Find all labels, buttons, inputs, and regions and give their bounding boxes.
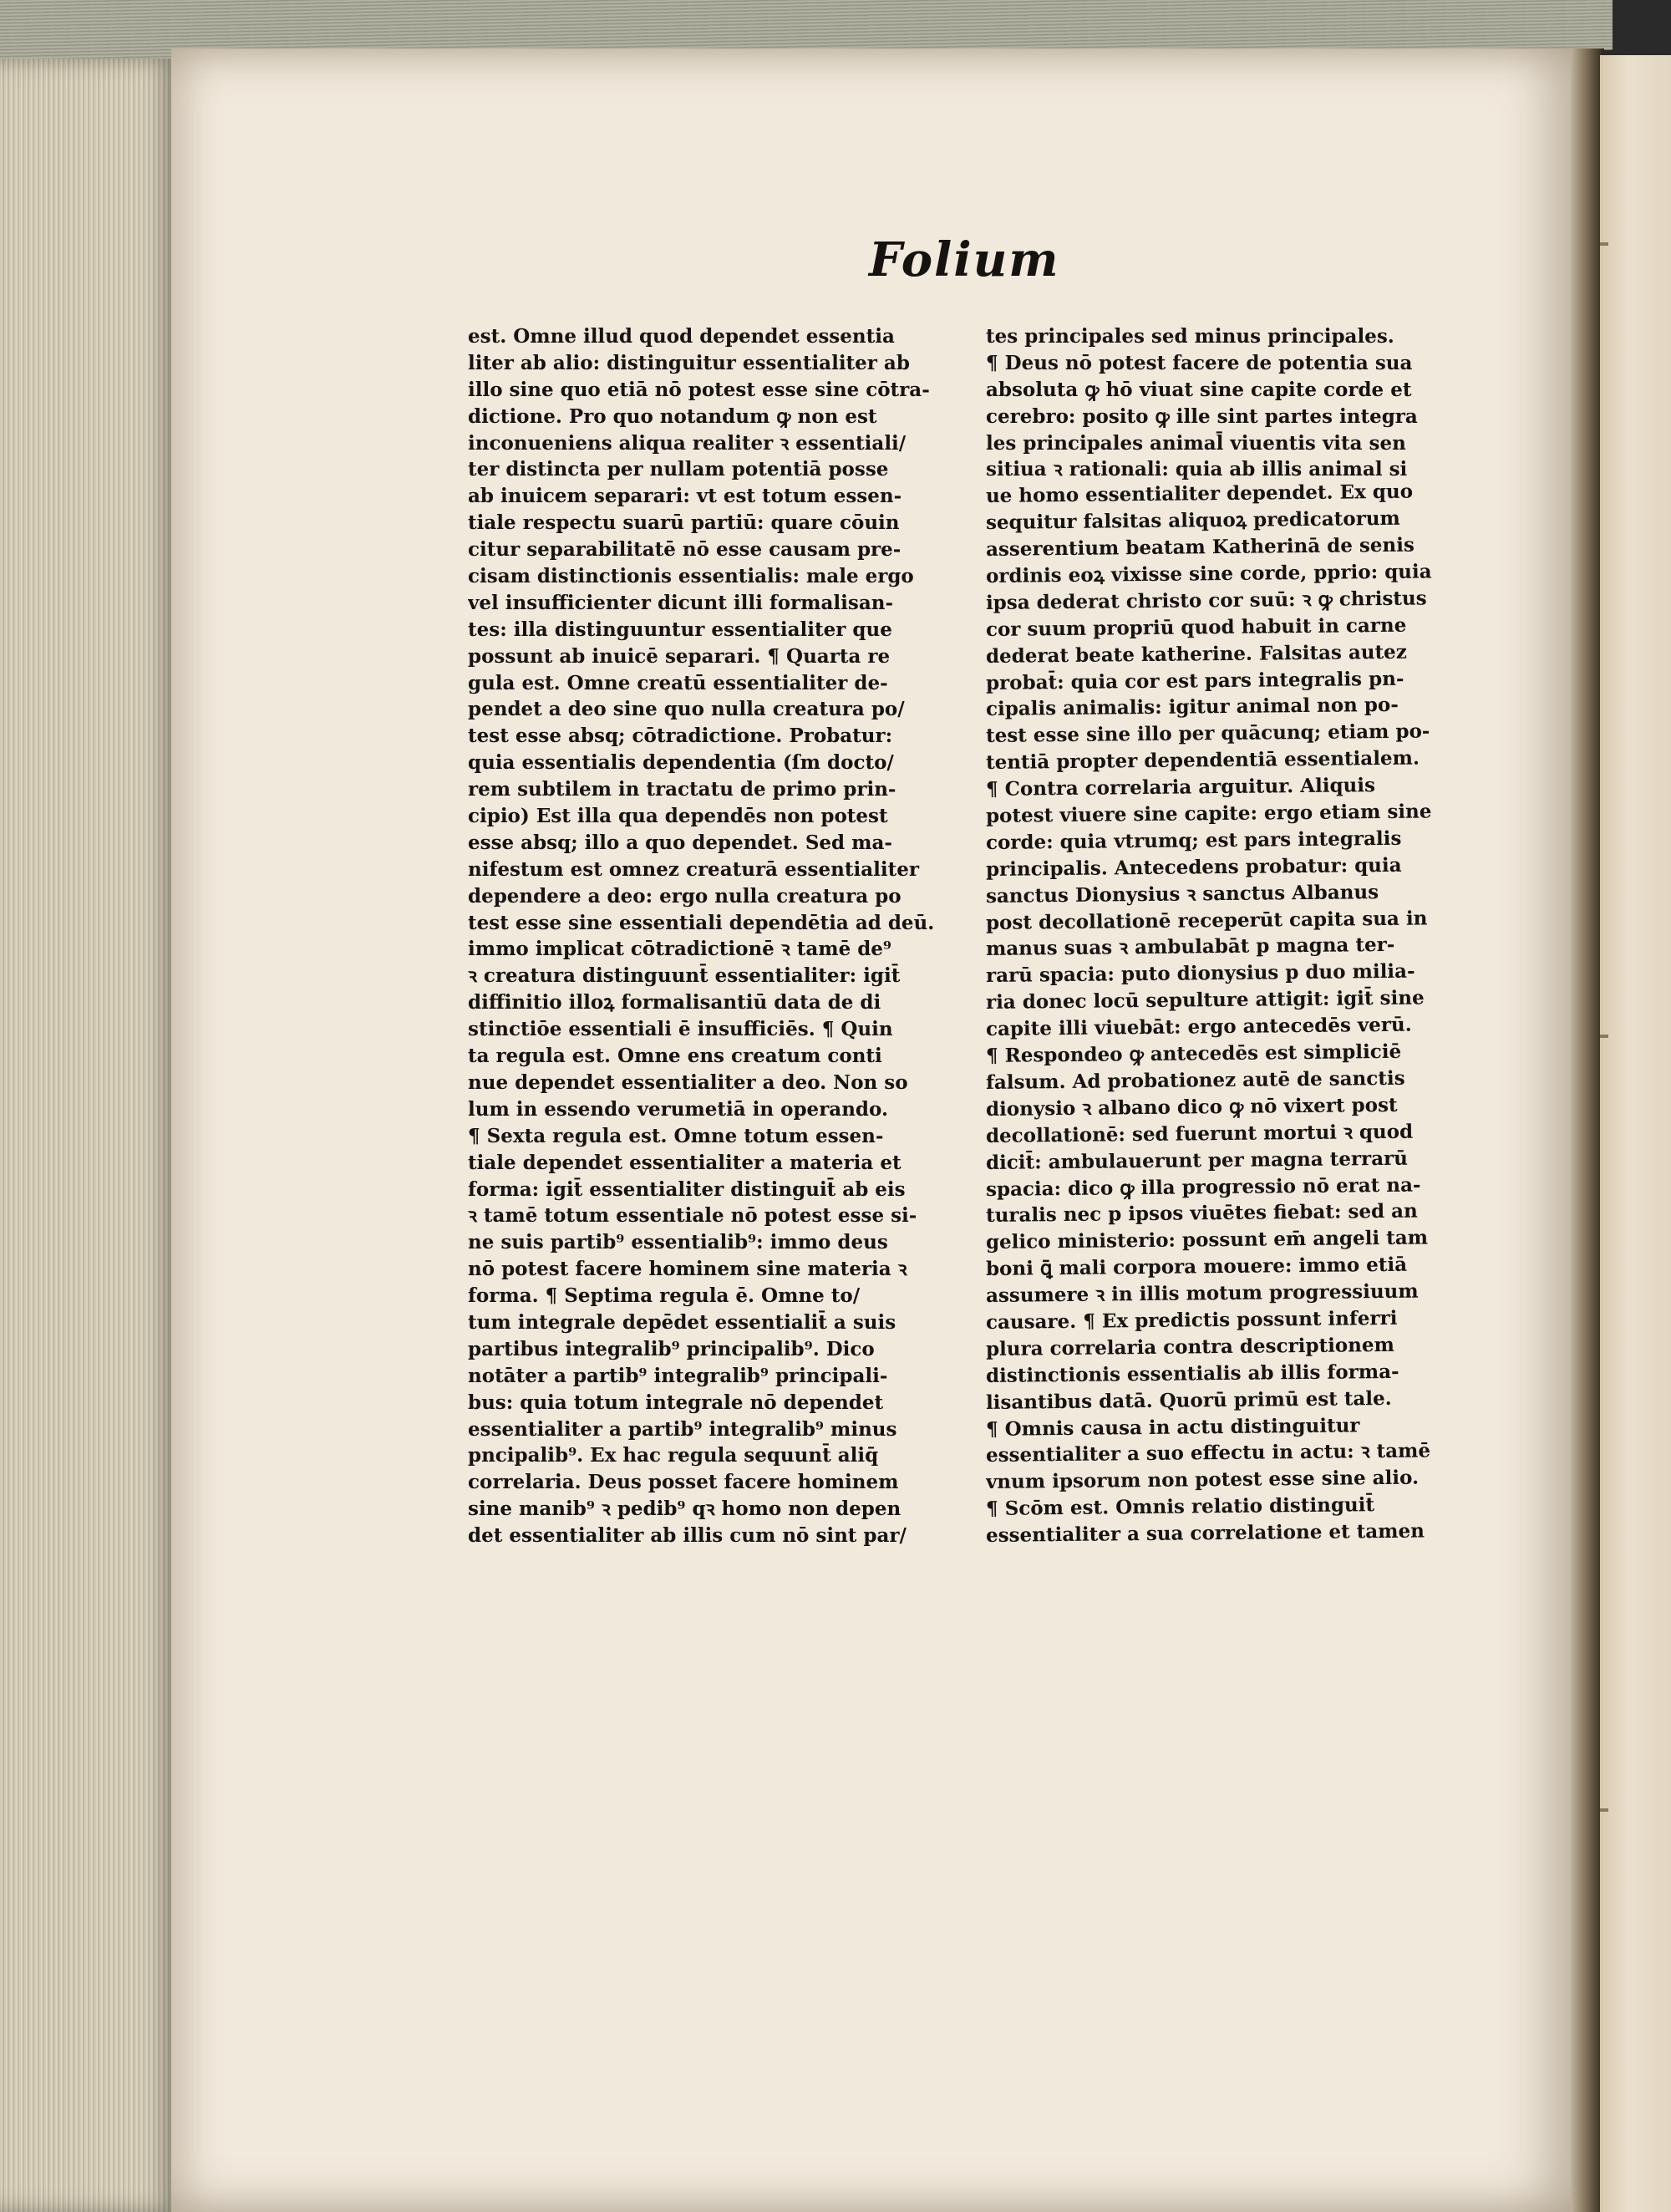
text-line: sequitur falsitas aliquoꝝ predicatorum (985, 507, 1400, 535)
text-line: correlaria. Deus posset facere hominem (468, 1471, 899, 1494)
text-line: possunt ab inuicē separari. ¶ Quarta re (468, 644, 891, 668)
text-line: vel insufficienter dicunt illi formalisan- (468, 591, 894, 614)
text-line: tentiā propter dependentiā essentialem. (985, 746, 1420, 775)
text-line: principalis. Antecedens probatur: quia (985, 853, 1402, 881)
text-line: forma: igit̄ essentialiter distinguit̄ ab eis (468, 1177, 906, 1201)
text-line: plura correlaria contra descriptionem (985, 1333, 1395, 1360)
text-line: ab inuicem separari: vt est totum essen- (468, 485, 902, 508)
text-line: tes principales sed minus principales. (986, 325, 1394, 348)
text-line: essentialiter a suo effectu in actu: ꝛ tamē (985, 1439, 1431, 1467)
text-line: corde: quia vtrumq; est pars integralis (985, 826, 1402, 854)
facing-page-mark (1600, 1035, 1608, 1038)
text-line: assumere ꝛ in illis motum progressiuum (985, 1279, 1419, 1308)
text-line: dictione. Pro quo notandum ꝙ non est (468, 404, 877, 428)
text-line: ꝛ tamē totum essentiale nō potest esse si- (468, 1204, 917, 1228)
text-line: ue homo essentialiter dependet. Ex quo (985, 480, 1414, 508)
text-line: nue dependet essentialiter a deo. Non so (468, 1070, 908, 1094)
text-line: notāter a partib⁹ integralib⁹ principali- (468, 1364, 888, 1387)
text-line: distinctionis essentialis ab illis forma- (985, 1360, 1399, 1387)
text-line: quia essentialis dependentia (ſm docto/ (468, 751, 894, 775)
text-line: ¶ Scōm est. Omnis relatio distinguit̄ (985, 1493, 1375, 1521)
text-line: test esse sine essentiali dependētia ad deū. (468, 911, 935, 934)
text-line: potest viuere sine capite: ergo etiam sine (985, 800, 1432, 828)
text-line: inconueniens aliqua realiter ꝛ essentiali/ (468, 431, 907, 455)
text-line: test esse sine illo per quācunq; etiam po- (985, 720, 1430, 748)
text-line: essentialiter a sua correlatione et tamen (985, 1519, 1425, 1548)
text-line: pendet a deo sine quo nulla creatura po/ (468, 698, 905, 721)
text-line: dependere a deo: ergo nulla creatura po (468, 884, 902, 908)
text-line: ta regula est. Omne ens creatum conti (468, 1045, 882, 1068)
text-line: gula est. Omne creatū essentialiter de- (468, 671, 888, 694)
text-line: tum integrale depēdet essentialit̄ a suis (468, 1310, 896, 1334)
text-line: ꝛ creatura distinguunt̄ essentialiter: igit̄ (468, 964, 901, 988)
text-line: lum in essendo verumetiā in operando. (468, 1097, 888, 1121)
text-line: les principales animal̄ viuentis vita sen (986, 431, 1406, 455)
text-line: dicit̄: ambulauerunt per magna terrarū (985, 1147, 1409, 1174)
text-line: capite illi viuebāt: ergo antecedēs verū. (985, 1013, 1412, 1041)
text-line: tiale respectu suarū partiū: quare cōuin (468, 511, 900, 535)
text-line: ter distincta per nullam potentiā posse (468, 458, 889, 481)
text-line: falsum. Ad probationez autē de sanctis (985, 1066, 1405, 1094)
text-line: post decollationē receperūt capita sua in (985, 907, 1428, 934)
text-line: illo sine quo etiā nō potest esse sine cōtra- (468, 378, 930, 401)
page-headline: Folium (869, 232, 1060, 287)
text-line: tiale dependet essentialiter a materia et (468, 1151, 902, 1174)
facing-page-mark (1600, 1808, 1608, 1812)
text-line: spacia: dico ꝙ illa progressio nō erat na- (985, 1173, 1421, 1201)
text-line: boni ꝗ̄ mali corpora mouere: immo etiā (985, 1253, 1408, 1281)
left-text-column (468, 323, 952, 1549)
text-line: ¶ Respondeo ꝙ antecedēs est simpliciē (985, 1040, 1402, 1068)
text-line: esse absq; illo a quo dependet. Sed ma- (468, 831, 892, 854)
facing-page (1600, 55, 1671, 2212)
facing-page-mark (1600, 242, 1608, 246)
text-line: essentialiter a partib⁹ integralib⁹ minus (468, 1417, 897, 1441)
text-line: rem subtilem in tractatu de primo prin- (468, 778, 896, 801)
text-line: dederat beate katherine. Falsitas autez (985, 640, 1407, 668)
text-line: cipalis animalis: igitur animal non po- (985, 694, 1399, 721)
text-line: ordinis eoꝝ vixisse sine corde, pprio: quia (985, 560, 1432, 588)
text-line: immo implicat cōtradictionē ꝛ tamē de⁹ (468, 938, 892, 961)
text-line: turalis nec p ipsos viuētes fiebat: sed an (985, 1199, 1418, 1228)
text-line: cor suum propriū quod habuit in carne (985, 613, 1407, 641)
text-line: rarū spacia: puto dionysius p duo milia- (985, 959, 1415, 988)
text-line: forma. ¶ Septima regula ē. Omne to/ (468, 1284, 861, 1308)
text-line: dionysio ꝛ albano dico ꝙ nō vixert post (985, 1093, 1398, 1121)
text-line: cipio) Est illa qua dependēs non potest (468, 805, 888, 828)
text-line: ¶ Deus nō potest facere de potentia sua (986, 351, 1413, 374)
text-line: sitiua ꝛ rationali: quia ab illis animal si (986, 458, 1408, 481)
text-line: det essentialiter ab illis cum nō sint par/ (468, 1524, 907, 1548)
text-line: citur separabilitatē nō esse causam pre- (468, 538, 902, 562)
text-line: ipsa dederat christo cor suū: ꝛ ꝙ christus (985, 587, 1427, 614)
text-line: liter ab alio: distinguitur essentialiter ab (468, 351, 910, 374)
gutter (1571, 48, 1604, 2212)
text-line: absoluta ꝙ hō viuat sine capite corde et (986, 378, 1412, 401)
text-line: partibus integralib⁹ principalib⁹. Dico (468, 1337, 875, 1360)
text-line: cisam distinctionis essentialis: male ergo (468, 565, 914, 588)
text-line: ria donec locū sepulture attigit: igit̄ sine (985, 986, 1425, 1014)
text-line: test esse absq; cōtradictione. Probatur: (468, 725, 893, 748)
text-line: lisantibus datā. Quorū primū est tale. (985, 1386, 1392, 1414)
text-line: tes: illa distinguuntur essentialiter que (468, 618, 892, 641)
text-line: probat̄: quia cor est pars integralis pn- (985, 667, 1404, 694)
text-line: ¶ Omnis causa in actu distinguitur (985, 1413, 1360, 1441)
text-line: diffinitio illoꝝ formalisantiū data de di (468, 991, 881, 1014)
text-line: sanctus Dionysius ꝛ sanctus Albanus (985, 880, 1379, 908)
text-line: bus: quia totum integrale nō dependet (468, 1391, 884, 1414)
page-edges-left (0, 58, 180, 2212)
text-line: cerebro: posito ꝙ ille sint partes integra (986, 404, 1418, 428)
text-line: ¶ Contra correlaria arguitur. Aliquis (985, 774, 1376, 801)
right-text-column (986, 323, 1466, 1549)
text-line: est. Omne illud quod dependet essentia (468, 325, 895, 348)
text-line: manus suas ꝛ ambulabāt p magna ter- (985, 933, 1395, 961)
text-line: ne suis partib⁹ essentialib⁹: immo deus (468, 1231, 888, 1254)
text-line: nifestum est omnez creaturā essentialiter (468, 857, 919, 881)
text-line: ¶ Sexta regula est. Omne totum essen- (468, 1124, 884, 1147)
text-line: stinctiōe essentiali ē insufficiēs. ¶ Quin (468, 1018, 893, 1041)
text-line: sine manib⁹ ꝛ pedib⁹ qꝛ homo non depen (468, 1498, 902, 1521)
text-line: asserentium beatam Katherinā de senis (985, 533, 1415, 562)
text-line: nō potest facere hominem sine materia ꝛ (468, 1258, 907, 1281)
text-line: pncipalib⁹. Ex hac regula sequunt̄ aliq̄ (468, 1444, 879, 1467)
text-line: vnum ipsorum non potest esse sine alio. (985, 1466, 1420, 1494)
text-line: decollationē: sed fuerunt mortui ꝛ quod (985, 1120, 1414, 1147)
text-line: causare. ¶ Ex predictis possunt inferri (985, 1306, 1398, 1334)
text-line: gelico ministerio: possunt em̄ angeli tam (985, 1226, 1429, 1254)
